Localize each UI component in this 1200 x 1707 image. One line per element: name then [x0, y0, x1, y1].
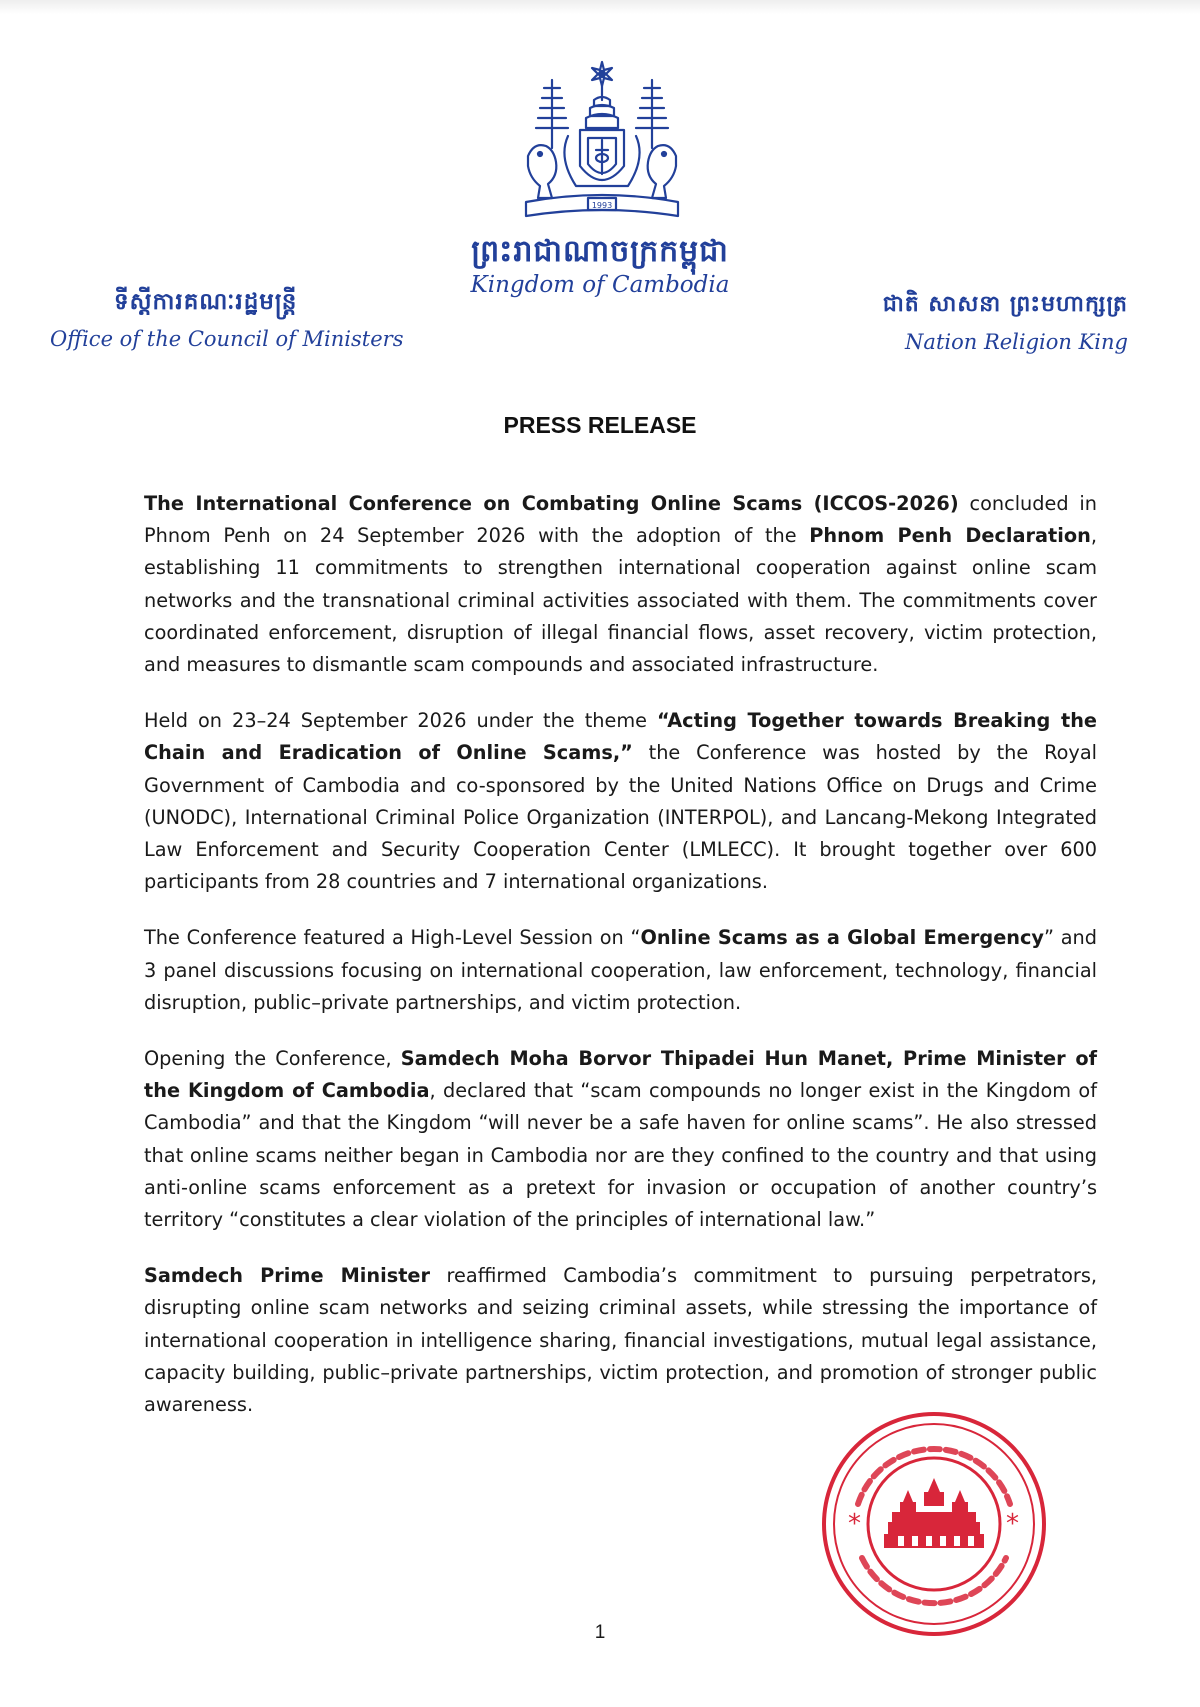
official-seal-stamp-icon [818, 1408, 1050, 1640]
paragraph-text: Opening the Conference, [144, 1047, 401, 1071]
press-release-body [144, 488, 1097, 1445]
page-title: PRESS RELEASE [503, 412, 697, 438]
motto-english: Nation Religion King [905, 330, 1128, 354]
paragraph-text: Held on 23–24 September 2026 under the theme [144, 709, 658, 733]
kingdom-name-khmer: ព្រះរាជាណាចក្រកម្ពុជា [471, 234, 729, 269]
paragraph-text: the Conference was hosted by the Royal Government of Cambodia and co-sponsored by the United Nations Office on Drugs and Crime (UNODC), International Criminal Police Organization (INTERPOL), and Lancang-Mekong Integrated Law Enforcement and Security Cooperation Center (LMLECC). It brought together over 600 participants from 28 countries and 7 international organizations. [144, 741, 1097, 894]
page-number: 1 [594, 1622, 606, 1643]
paragraph-text: The Conference featured a High-Level Session on “ [144, 926, 641, 950]
paragraph-4 [144, 1043, 1097, 1236]
session-name: Online Scams as a Global Emergency [640, 926, 1045, 950]
royal-coat-of-arms-icon [518, 58, 686, 226]
motto-header [828, 290, 1128, 354]
paragraph-text: , declared that “scam compounds no longer exist in the Kingdom of Cambodia” and that the Kingdom “will never be a safe haven for online scams”. He also stressed that online scams neither began in Cambodia nor are they confined to the country and that using anti-online scams enforcement as a pretext for invasion or occupation of another country’s territory “constitutes a clear violation of the principles of international law.” [144, 1079, 1097, 1232]
paragraph-1 [144, 488, 1097, 681]
prime-minister-title: Samdech Prime Minister [144, 1264, 431, 1288]
prime-minister-name: Samdech Moha Borvor Thipadei Hun Manet, Prime Minister of the Kingdom of Cambodia [144, 1047, 1097, 1103]
kingdom-name-english: Kingdom of Cambodia [470, 272, 730, 298]
office-header [50, 288, 450, 351]
paragraph-text: reaffirmed Cambodia’s commitment to pursuing perpetrators, disrupting online scam networks and seizing criminal assets, while stressing the importance of international cooperation in intelligence sharing, financial investigations, mutual legal assistance, capacity building, public–private partnerships, victim protection, and promotion of stronger public awareness. [144, 1264, 1097, 1417]
declaration-name: Phnom Penh Declaration [809, 524, 1091, 548]
conference-name: The International Conference on Combating Online Scams (ICCOS-2026) [144, 492, 959, 515]
conference-theme: “Acting Together towards Breaking the Chain and Eradication of Online Scams,” [144, 709, 1097, 765]
office-name-khmer: ទីស្តីការគណៈរដ្ឋមន្ត្រី [114, 288, 298, 315]
svg-text:1993: 1993 [591, 201, 613, 210]
paragraph-5 [144, 1260, 1097, 1421]
paragraph-text: , establishing 11 commitments to strengthen international cooperation against online scam networks and the transnational criminal activities associated with them. The commitments cover coordinated enforcement, disruption of illegal financial flows, asset recovery, victim protection, and measures to dismantle scam compounds and associated infrastructure. [144, 524, 1097, 677]
office-name-english: Office of the Council of Ministers [50, 327, 404, 351]
motto-khmer: ជាតិ សាសនា ព្រះមហាក្សត្រ [882, 291, 1128, 317]
paragraph-3 [144, 922, 1097, 1019]
svg-text:*: * [1006, 1509, 1019, 1539]
paragraph-text: concluded in Phnom Penh on 24 September 2026 with the adoption of the [144, 492, 1097, 548]
svg-text:*: * [848, 1509, 861, 1539]
paragraph-text: ” and 3 panel discussions focusing on international cooperation, law enforcement, technology, financial disruption, public–private partnerships, and victim protection. [144, 926, 1097, 1014]
paragraph-2 [144, 705, 1097, 898]
